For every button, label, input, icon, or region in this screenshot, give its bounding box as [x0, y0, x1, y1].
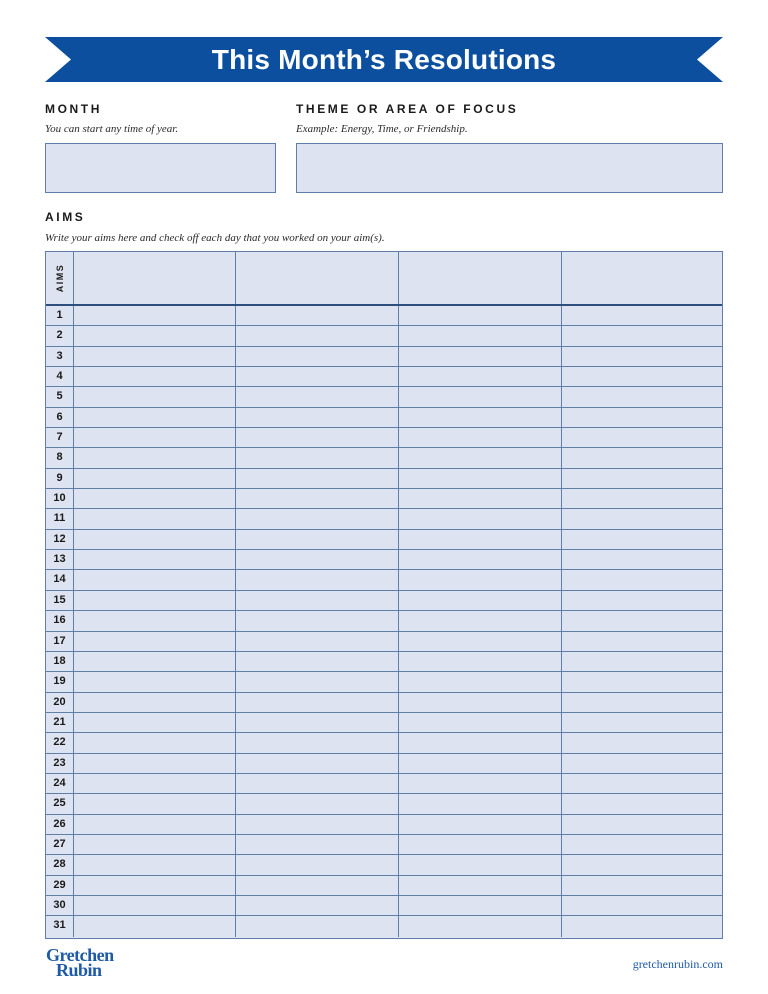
check-cell-aim-1[interactable] [74, 306, 236, 325]
day-number: 6 [46, 408, 74, 427]
check-cell-aim-3[interactable] [399, 448, 562, 467]
month-hint: You can start any time of year. [45, 123, 179, 135]
check-cell-aim-4[interactable] [562, 306, 722, 325]
check-cell-aim-1[interactable] [74, 713, 236, 732]
check-cell-aim-1[interactable] [74, 489, 236, 508]
page-title: This Month’s Resolutions [211, 44, 557, 75]
table-header-row [46, 252, 722, 306]
check-cell-aim-1[interactable] [74, 794, 236, 813]
check-cell-aim-1[interactable] [74, 387, 236, 406]
table-row [46, 550, 722, 570]
day-number: 12 [46, 530, 74, 549]
check-cell-aim-4[interactable] [562, 794, 722, 813]
check-cell-aim-1[interactable] [74, 509, 236, 528]
table-row [46, 489, 722, 509]
check-cell-aim-3[interactable] [399, 754, 562, 773]
theme-label: THEME OR AREA OF FOCUS [296, 102, 519, 116]
day-number: 30 [46, 896, 74, 915]
check-cell-aim-4[interactable] [562, 428, 722, 447]
check-cell-aim-3[interactable] [399, 835, 562, 854]
check-cell-aim-1[interactable] [74, 754, 236, 773]
day-number: 10 [46, 489, 74, 508]
check-cell-aim-2[interactable] [236, 652, 399, 671]
check-cell-aim-1[interactable] [74, 347, 236, 366]
day-number: 27 [46, 835, 74, 854]
check-cell-aim-1[interactable] [74, 774, 236, 793]
day-number: 28 [46, 855, 74, 874]
check-cell-aim-2[interactable] [236, 326, 399, 345]
check-cell-aim-1[interactable] [74, 428, 236, 447]
check-cell-aim-4[interactable] [562, 774, 722, 793]
day-number: 31 [46, 916, 74, 936]
check-cell-aim-1[interactable] [74, 835, 236, 854]
check-cell-aim-2[interactable] [236, 693, 399, 712]
check-cell-aim-2[interactable] [236, 387, 399, 406]
check-cell-aim-3[interactable] [399, 387, 562, 406]
table-row [46, 347, 722, 367]
check-cell-aim-1[interactable] [74, 672, 236, 691]
check-cell-aim-3[interactable] [399, 632, 562, 651]
check-cell-aim-3[interactable] [399, 693, 562, 712]
check-cell-aim-3[interactable] [399, 428, 562, 447]
check-cell-aim-2[interactable] [236, 916, 399, 936]
check-cell-aim-4[interactable] [562, 896, 722, 915]
check-cell-aim-1[interactable] [74, 815, 236, 834]
day-number: 17 [46, 632, 74, 651]
check-cell-aim-2[interactable] [236, 855, 399, 874]
day-number: 4 [46, 367, 74, 386]
check-cell-aim-4[interactable] [562, 326, 722, 345]
table-row [46, 876, 722, 896]
check-cell-aim-3[interactable] [399, 326, 562, 345]
table-row [46, 530, 722, 550]
check-cell-aim-4[interactable] [562, 509, 722, 528]
check-cell-aim-4[interactable] [562, 347, 722, 366]
day-number: 1 [46, 306, 74, 325]
check-cell-aim-4[interactable] [562, 815, 722, 834]
table-row [46, 570, 722, 590]
website-link[interactable]: gretchenrubin.com [632, 957, 723, 971]
check-cell-aim-3[interactable] [399, 489, 562, 508]
check-cell-aim-1[interactable] [74, 570, 236, 589]
table-row [46, 916, 722, 936]
day-number: 3 [46, 347, 74, 366]
check-cell-aim-1[interactable] [74, 326, 236, 345]
table-row [46, 306, 722, 326]
check-cell-aim-4[interactable] [562, 570, 722, 589]
table-row [46, 754, 722, 774]
check-cell-aim-3[interactable] [399, 347, 562, 366]
month-field[interactable] [45, 143, 276, 193]
day-number: 21 [46, 713, 74, 732]
check-cell-aim-1[interactable] [74, 855, 236, 874]
day-number: 19 [46, 672, 74, 691]
check-cell-aim-3[interactable] [399, 916, 562, 936]
check-cell-aim-1[interactable] [74, 408, 236, 427]
check-cell-aim-4[interactable] [562, 530, 722, 549]
table-row [46, 855, 722, 875]
check-cell-aim-3[interactable] [399, 794, 562, 813]
month-label: MONTH [45, 102, 102, 116]
check-cell-aim-1[interactable] [74, 632, 236, 651]
check-cell-aim-3[interactable] [399, 652, 562, 671]
check-cell-aim-2[interactable] [236, 876, 399, 895]
check-cell-aim-1[interactable] [74, 652, 236, 671]
table-row [46, 774, 722, 794]
check-cell-aim-2[interactable] [236, 713, 399, 732]
table-row [46, 591, 722, 611]
check-cell-aim-1[interactable] [74, 611, 236, 630]
check-cell-aim-1[interactable] [74, 367, 236, 386]
day-number: 15 [46, 591, 74, 610]
aims-column-header [46, 252, 74, 304]
check-cell-aim-2[interactable] [236, 469, 399, 488]
check-cell-aim-4[interactable] [562, 672, 722, 691]
day-number: 14 [46, 570, 74, 589]
table-row [46, 896, 722, 916]
table-row [46, 469, 722, 489]
table-row [46, 632, 722, 652]
day-number: 24 [46, 774, 74, 793]
check-cell-aim-1[interactable] [74, 550, 236, 569]
day-number: 23 [46, 754, 74, 773]
check-cell-aim-4[interactable] [562, 611, 722, 630]
check-cell-aim-1[interactable] [74, 876, 236, 895]
table-row [46, 652, 722, 672]
check-cell-aim-2[interactable] [236, 591, 399, 610]
check-cell-aim-1[interactable] [74, 693, 236, 712]
day-number: 25 [46, 794, 74, 813]
check-cell-aim-2[interactable] [236, 815, 399, 834]
check-cell-aim-2[interactable] [236, 489, 399, 508]
check-cell-aim-4[interactable] [562, 713, 722, 732]
check-cell-aim-4[interactable] [562, 632, 722, 651]
check-cell-aim-4[interactable] [562, 408, 722, 427]
check-cell-aim-2[interactable] [236, 448, 399, 467]
logo-line-2: Rubin [56, 960, 102, 980]
day-number: 20 [46, 693, 74, 712]
aim-input-3[interactable] [399, 252, 562, 304]
table-row [46, 672, 722, 692]
check-cell-aim-4[interactable] [562, 591, 722, 610]
check-cell-aim-4[interactable] [562, 733, 722, 752]
check-cell-aim-1[interactable] [74, 448, 236, 467]
day-number: 11 [46, 509, 74, 528]
table-row [46, 408, 722, 428]
day-number: 26 [46, 815, 74, 834]
day-number: 9 [46, 469, 74, 488]
check-cell-aim-3[interactable] [399, 469, 562, 488]
check-cell-aim-4[interactable] [562, 652, 722, 671]
table-row [46, 815, 722, 835]
check-cell-aim-2[interactable] [236, 530, 399, 549]
theme-hint: Example: Energy, Time, or Friendship. [296, 123, 468, 135]
check-cell-aim-4[interactable] [562, 835, 722, 854]
check-cell-aim-4[interactable] [562, 550, 722, 569]
check-cell-aim-3[interactable] [399, 876, 562, 895]
check-cell-aim-3[interactable] [399, 570, 562, 589]
check-cell-aim-4[interactable] [562, 693, 722, 712]
logo-line-1: Gretchen [46, 945, 114, 965]
check-cell-aim-3[interactable] [399, 855, 562, 874]
check-cell-aim-4[interactable] [562, 876, 722, 895]
aims-hint: Write your aims here and check off each day that you worked on your aim(s). [45, 232, 385, 244]
table-row [46, 448, 722, 468]
check-cell-aim-2[interactable] [236, 672, 399, 691]
check-cell-aim-4[interactable] [562, 469, 722, 488]
aims-tracker-table [45, 251, 723, 939]
check-cell-aim-3[interactable] [399, 896, 562, 915]
check-cell-aim-3[interactable] [399, 815, 562, 834]
day-number: 18 [46, 652, 74, 671]
table-row [46, 733, 722, 753]
check-cell-aim-2[interactable] [236, 347, 399, 366]
check-cell-aim-2[interactable] [236, 632, 399, 651]
check-cell-aim-2[interactable] [236, 550, 399, 569]
day-number: 22 [46, 733, 74, 752]
check-cell-aim-1[interactable] [74, 733, 236, 752]
table-row [46, 326, 722, 346]
title-banner [45, 37, 723, 82]
check-cell-aim-3[interactable] [399, 509, 562, 528]
table-row [46, 387, 722, 407]
table-row [46, 428, 722, 448]
check-cell-aim-2[interactable] [236, 754, 399, 773]
check-cell-aim-1[interactable] [74, 469, 236, 488]
check-cell-aim-4[interactable] [562, 754, 722, 773]
day-number: 5 [46, 387, 74, 406]
day-number: 7 [46, 428, 74, 447]
day-number: 8 [46, 448, 74, 467]
day-number: 13 [46, 550, 74, 569]
check-cell-aim-4[interactable] [562, 448, 722, 467]
check-cell-aim-2[interactable] [236, 367, 399, 386]
table-row [46, 367, 722, 387]
day-number: 29 [46, 876, 74, 895]
check-cell-aim-2[interactable] [236, 835, 399, 854]
check-cell-aim-3[interactable] [399, 611, 562, 630]
aim-input-1[interactable] [74, 252, 236, 304]
check-cell-aim-3[interactable] [399, 713, 562, 732]
check-cell-aim-1[interactable] [74, 530, 236, 549]
check-cell-aim-3[interactable] [399, 672, 562, 691]
check-cell-aim-2[interactable] [236, 774, 399, 793]
aims-column-header-label: AIMS [54, 263, 65, 293]
aim-input-2[interactable] [236, 252, 399, 304]
check-cell-aim-2[interactable] [236, 794, 399, 813]
check-cell-aim-2[interactable] [236, 733, 399, 752]
check-cell-aim-2[interactable] [236, 570, 399, 589]
check-cell-aim-3[interactable] [399, 408, 562, 427]
table-row [46, 693, 722, 713]
table-row [46, 509, 722, 529]
table-row [46, 835, 722, 855]
aim-input-4[interactable] [562, 252, 722, 304]
check-cell-aim-3[interactable] [399, 774, 562, 793]
check-cell-aim-4[interactable] [562, 489, 722, 508]
check-cell-aim-4[interactable] [562, 855, 722, 874]
check-cell-aim-3[interactable] [399, 306, 562, 325]
check-cell-aim-1[interactable] [74, 896, 236, 915]
theme-field[interactable] [296, 143, 723, 193]
day-number: 2 [46, 326, 74, 345]
day-number: 16 [46, 611, 74, 630]
check-cell-aim-2[interactable] [236, 896, 399, 915]
check-cell-aim-3[interactable] [399, 591, 562, 610]
check-cell-aim-3[interactable] [399, 733, 562, 752]
table-row [46, 611, 722, 631]
check-cell-aim-2[interactable] [236, 428, 399, 447]
table-row [46, 794, 722, 814]
check-cell-aim-4[interactable] [562, 387, 722, 406]
check-cell-aim-3[interactable] [399, 550, 562, 569]
check-cell-aim-2[interactable] [236, 611, 399, 630]
check-cell-aim-4[interactable] [562, 367, 722, 386]
check-cell-aim-2[interactable] [236, 408, 399, 427]
check-cell-aim-1[interactable] [74, 591, 236, 610]
check-cell-aim-3[interactable] [399, 530, 562, 549]
check-cell-aim-1[interactable] [74, 916, 236, 936]
day-rows [46, 306, 722, 937]
aims-label: AIMS [45, 210, 86, 224]
check-cell-aim-2[interactable] [236, 306, 399, 325]
check-cell-aim-2[interactable] [236, 509, 399, 528]
table-row [46, 713, 722, 733]
check-cell-aim-3[interactable] [399, 367, 562, 386]
check-cell-aim-4[interactable] [562, 916, 722, 936]
gretchen-rubin-logo [46, 945, 114, 980]
